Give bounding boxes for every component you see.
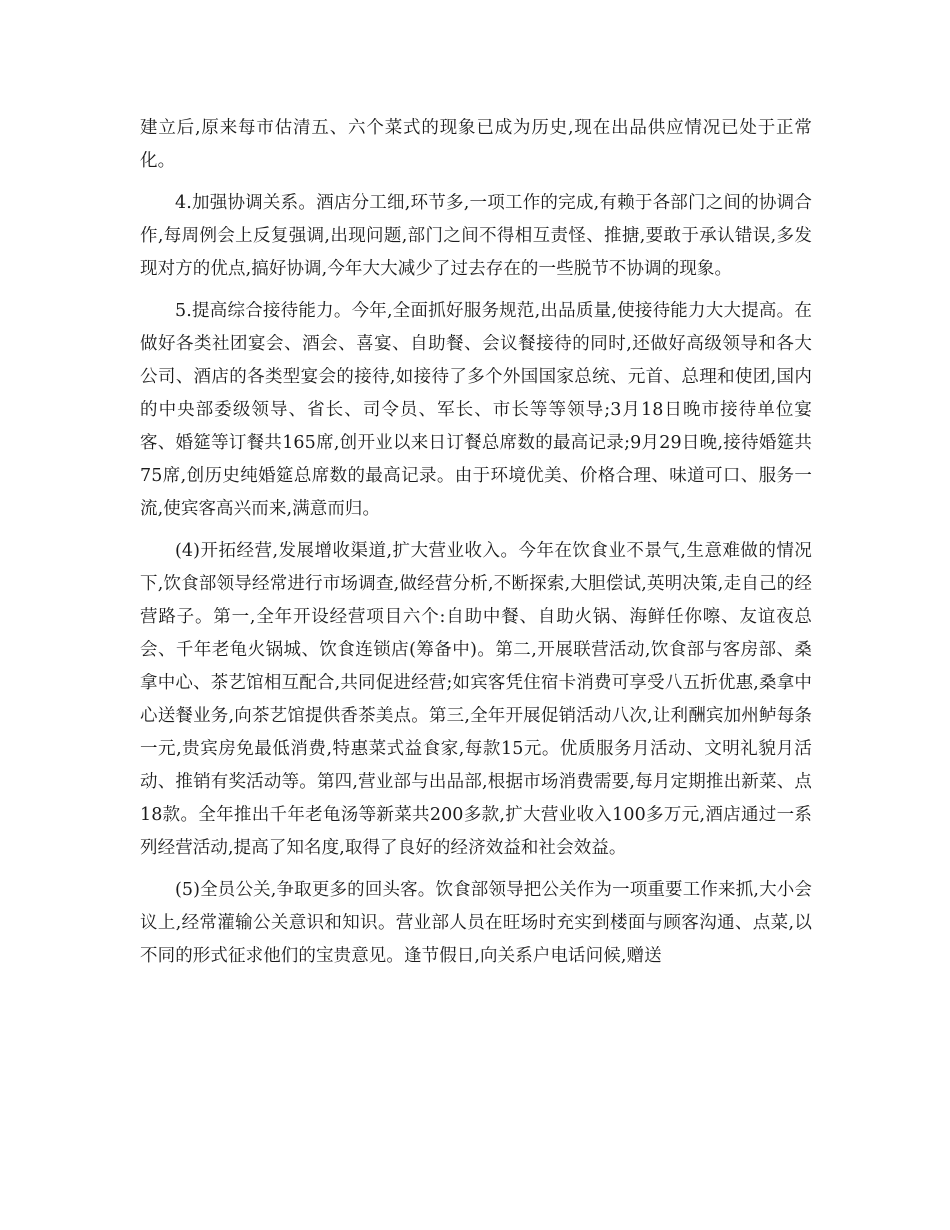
paragraph-reception-capacity: 5.提高综合接待能力。今年,全面抓好服务规范,出品质量,使接待能力大大提高。在做好各类社团宴会、酒会、喜宴、自助餐、会议餐接待的同时,还做好高级领导和各大公司、酒店的各类型宴会的接待,如接待了多个外国国家总统、元首、总理和使团,国内的中央部委级领导、省长、司令员、军长、市长等等领导;3月18日晚市接待单位宴客、婚筵等订餐共165席,创开业以来日订餐总席数的最高记录;9月29日晚,接待婚筵共75席,创历史纯婚筵总席数的最高记录。由于环境优美、价格合理、味道可口、服务一流,使宾客高兴而来,满意而归。 — [140, 301, 812, 519]
paragraph-continuation: 建立后,原来每市估清五、六个菜式的现象已成为历史,现在出品供应情况已处于正常化。 — [140, 118, 812, 171]
paragraph-public-relations: (5)全员公关,争取更多的回头客。饮食部领导把公关作为一项重要工作来抓,大小会议上,经常灌输公关意识和知识。营业部人员在旺场时充实到楼面与顾客沟通、点菜,以不同的形式征求他们的宝贵意见。逢节假日,向关系户电话问候,赠送 — [140, 880, 812, 966]
paragraph-business-expansion: (4)开拓经营,发展增收渠道,扩大营业收入。今年在饮食业不景气,生意难做的情况下,饮食部领导经常进行市场调查,做经营分析,不断探索,大胆偿试,英明决策,走自己的经营路子。第一,全年开设经营项目六个:自助中餐、自助火锅、海鲜任你嚓、友谊夜总会、千年老龟火锅城、饮食连锁店(筹备中)。第二,开展联营活动,饮食部与客房部、桑拿中心、茶艺馆相互配合,共同促进经营;如宾客凭住宿卡消费可享受八五折优惠,桑拿中心送餐业务,向茶艺馆提供香茶美点。第三,全年开展促销活动八次,让利酬宾加州鲈每条一元,贵宾房免最低消费,特惠菜式益食家,每款15元。优质服务月活动、文明礼貌月活动、推销有奖活动等。第四,营业部与出品部,根据市场消费需要,每月定期推出新菜、点18款。全年推出千年老龟汤等新菜共200多款,扩大营业收入100多万元,酒店通过一系列经营活动,提高了知名度,取得了良好的经济效益和社会效益。 — [140, 541, 812, 858]
document-body — [140, 112, 812, 982]
paragraph-coordination: 4.加强协调关系。酒店分工细,环节多,一项工作的完成,有赖于各部门之间的协调合作,每周例会上反复强调,出现问题,部门之间不得相互责怪、推搪,要敢于承认错误,多发现对方的优点,搞好协调,今年大大减少了过去存在的一些脱节不协调的现象。 — [140, 193, 812, 279]
